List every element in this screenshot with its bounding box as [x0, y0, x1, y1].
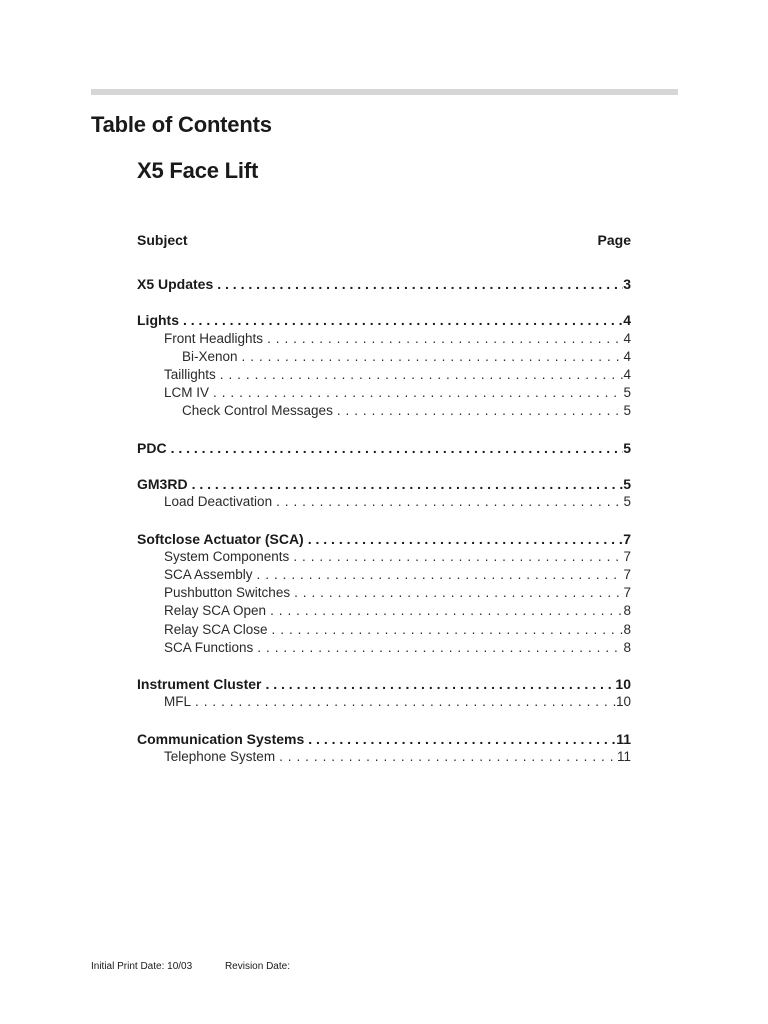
toc-entry-label: Bi-Xenon	[182, 348, 238, 364]
toc-dot-leader	[276, 494, 623, 509]
toc-spacer	[137, 713, 631, 731]
toc-entry-label: GM3RD	[137, 476, 188, 493]
toc-entry-page: 10	[615, 694, 631, 710]
toc-subsection-entry[interactable]	[137, 694, 631, 712]
toc-subsection-entry[interactable]	[137, 403, 631, 421]
toc-dot-leader	[195, 694, 616, 709]
toc-entry-label: Check Control Messages	[182, 403, 333, 419]
toc-entry-page: 10	[615, 676, 631, 693]
toc-section-entry[interactable]	[137, 731, 631, 749]
footer	[91, 961, 320, 972]
toc-dot-leader	[337, 403, 624, 418]
toc-dot-leader	[257, 640, 623, 655]
toc-entry-page: 3	[623, 276, 631, 292]
toc-entry-page: 7	[623, 530, 631, 547]
toc-subsection-entry[interactable]	[137, 349, 631, 367]
toc-entry-page: 5	[623, 439, 631, 456]
toc-subsection-entry[interactable]	[137, 585, 631, 603]
toc-dot-leader	[265, 676, 615, 692]
toc-subsection-entry[interactable]	[137, 603, 631, 621]
page-column-header: Page	[597, 232, 631, 248]
toc-entry-page: 4	[623, 312, 631, 329]
toc-dot-leader	[270, 603, 623, 618]
toc-entry-page: 5	[623, 403, 631, 419]
toc-subsection-entry[interactable]	[137, 367, 631, 385]
toc-section-entry[interactable]	[137, 531, 631, 549]
toc-entry-page: 5	[623, 494, 631, 510]
toc-dot-leader	[308, 531, 623, 547]
toc-entry-page: 5	[623, 476, 631, 493]
toc-section-entry[interactable]	[137, 276, 631, 294]
toc-dot-leader	[220, 367, 624, 382]
toc-dot-leader	[183, 312, 623, 328]
toc-entry-label: X5 Updates	[137, 276, 214, 292]
toc-entry-page: 11	[616, 748, 631, 764]
toc-dot-leader	[217, 276, 623, 292]
toc-entry-label: System Components	[164, 548, 290, 564]
revision-date: Revision Date:	[224, 961, 290, 972]
toc-entry-label: Telephone System	[164, 748, 276, 764]
toc-entry-page: 7	[623, 548, 631, 564]
toc-subsection-entry[interactable]	[137, 385, 631, 403]
toc-dot-leader	[294, 585, 623, 600]
toc-subsection-entry[interactable]	[137, 640, 631, 658]
toc-entry-label: Pushbutton Switches	[164, 585, 291, 601]
toc-entry-page: 8	[623, 621, 631, 637]
toc-dot-leader	[192, 476, 624, 492]
toc-entry-label: PDC	[137, 439, 167, 456]
toc-entry-label: SCA Assembly	[164, 567, 253, 582]
toc-entry-label: Front Headlights	[164, 330, 264, 346]
toc-subsection-entry[interactable]	[137, 622, 631, 640]
toc-entry-page: 4	[623, 330, 631, 346]
page-title: Table of Contents	[91, 112, 272, 137]
toc-entry-label: SCA Functions	[164, 639, 254, 655]
toc-entry-label: MFL	[164, 694, 191, 710]
toc-spacer	[137, 294, 631, 312]
toc-dot-leader	[279, 749, 617, 764]
toc-entry-label: Relay SCA Close	[164, 621, 268, 637]
toc-subsection-entry[interactable]	[137, 567, 631, 585]
toc-spacer	[137, 458, 631, 476]
toc-subsection-entry[interactable]	[137, 749, 631, 767]
toc-entry-label: Load Deactivation	[164, 494, 273, 510]
toc-dot-leader	[213, 385, 623, 400]
toc-entry-label: Relay SCA Open	[164, 603, 267, 619]
toc-spacer	[137, 512, 631, 530]
toc-entry-page: 4	[623, 348, 631, 364]
toc-entry-page: 5	[623, 385, 631, 401]
toc-entry-label: Communication Systems	[137, 730, 305, 747]
toc-spacer	[137, 658, 631, 676]
toc-dot-leader	[267, 331, 623, 346]
toc-entry-label: Lights	[137, 312, 179, 329]
toc-dot-leader	[257, 567, 624, 582]
header-rule	[91, 89, 678, 95]
toc-section-entry[interactable]	[137, 440, 631, 458]
initial-print-date: Initial Print Date: 10/03	[91, 961, 193, 972]
toc-subsection-entry[interactable]	[137, 494, 631, 512]
toc-entry-page: 8	[623, 603, 631, 619]
toc-subsection-entry[interactable]	[137, 549, 631, 567]
toc-entry-label: Instrument Cluster	[137, 676, 262, 693]
toc-entry-page: 4	[623, 366, 631, 382]
toc-dot-leader	[293, 549, 623, 564]
toc-section-entry[interactable]	[137, 676, 631, 694]
subject-column-header: Subject	[137, 232, 188, 248]
table-of-contents	[137, 276, 631, 767]
toc-entry-label: Softclose Actuator (SCA)	[137, 530, 304, 547]
toc-section-entry[interactable]	[137, 476, 631, 494]
toc-spacer	[137, 422, 631, 440]
toc-dot-leader	[242, 349, 624, 364]
toc-section-entry[interactable]	[137, 312, 631, 330]
toc-dot-leader	[272, 622, 624, 637]
toc-entry-page: 11	[616, 730, 631, 747]
toc-dot-leader	[171, 440, 624, 456]
toc-entry-page: 7	[623, 567, 631, 582]
toc-entry-page: 8	[623, 639, 631, 655]
toc-entry-label: LCM IV	[164, 385, 210, 401]
toc-subsection-entry[interactable]	[137, 331, 631, 349]
document-subtitle: X5 Face Lift	[137, 158, 259, 183]
toc-dot-leader	[308, 731, 616, 747]
toc-entry-page: 7	[623, 585, 631, 601]
toc-entry-label: Taillights	[164, 366, 216, 382]
